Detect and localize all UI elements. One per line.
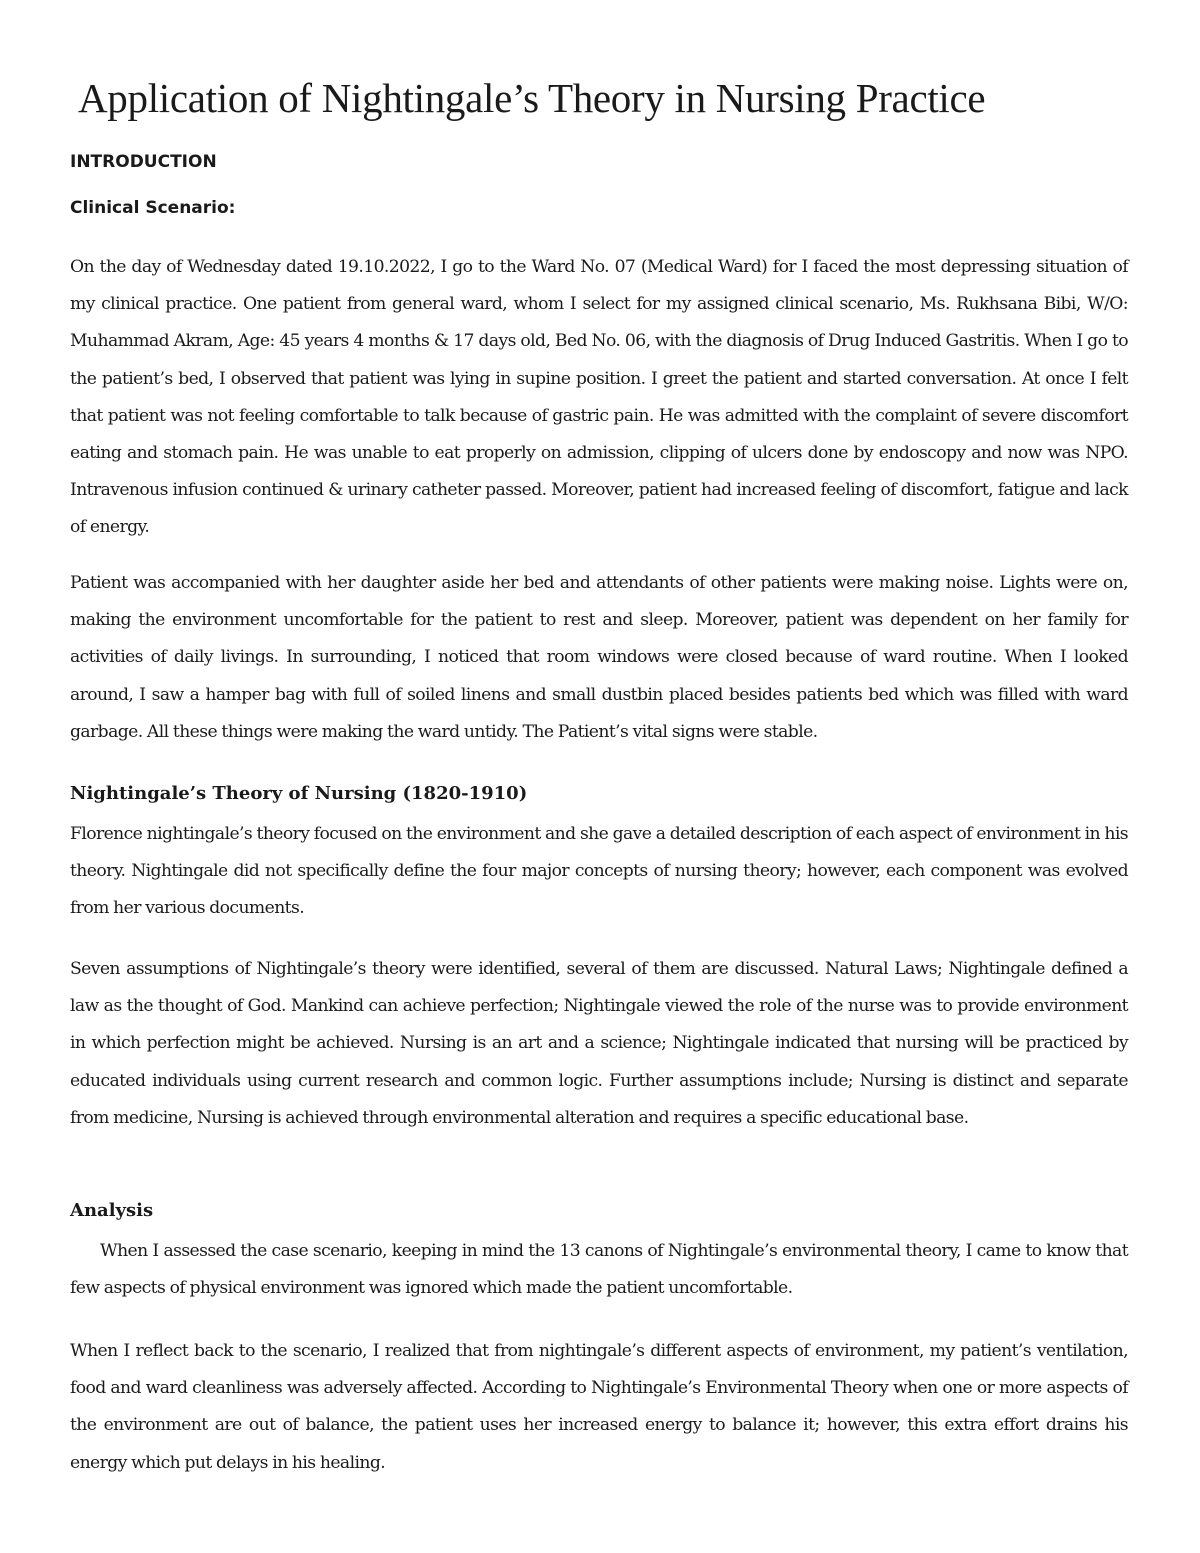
analysis-paragraph-1: When I assessed the case scenario, keeping in mind the 13 canons of Nightingale’s environmental theory, I came to know that few aspects of physical environment was ignored which made the patient uncomfortable. (70, 1241, 1128, 1299)
theory-heading: Nightingale’s Theory of Nursing (1820-1910) (70, 783, 528, 804)
analysis-heading: Analysis (70, 1200, 154, 1221)
clinical-scenario-heading: Clinical Scenario: (70, 198, 236, 218)
theory-paragraph-2: Seven assumptions of Nightingale’s theory were identified, several of them are discussed. Natural Laws; Nightingale defined a law as the thought of God. Mankind can achieve perfection; Nightingale viewed the role of the nurse was to provide environment in which perfection might be achieved. Nursing is an art and a science; Nightingale indicated that nursing will be practiced by educated individuals using current research and common logic. Further assumptions include; Nursing is distinct and separate from medicine, Nursing is achieved through environmental alteration and requires a specific educational base. (70, 959, 1128, 1128)
document-title: Application of Nightingale’s Theory in Nursing Practice (78, 75, 986, 121)
analysis-paragraph-2: When I reflect back to the scenario, I realized that from nightingale’s different aspects of environment, my patient’s ventilation, food and ward cleanliness was adversely affected. According to Nightingale’s Environmental Theory when one or more aspects of the environment are out of balance, the patient uses her increased energy to balance it; however, this extra effort drains his energy which put delays in his healing. (70, 1341, 1128, 1473)
scenario-paragraph-2: Patient was accompanied with her daughter aside her bed and attendants of other patients were making noise. Lights were on, making the environment uncomfortable for the patient to rest and sleep. Moreover, patient was dependent on her family for activities of daily livings. In surrounding, I noticed that room windows were closed because of ward routine. When I looked around, I saw a hamper bag with full of soiled linens and small dustbin placed besides patients bed which was filled with ward garbage. All these things were making the ward untidy. The Patient’s vital signs were stable. (70, 573, 1128, 742)
theory-paragraph-1: Florence nightingale’s theory focused on the environment and she gave a detailed description of each aspect of environment in his theory. Nightingale did not specifically define the four major concepts of nursing theory; however, each component was evolved from her various documents. (70, 824, 1128, 919)
introduction-heading: INTRODUCTION (70, 152, 217, 172)
scenario-paragraph-1: On the day of Wednesday dated 19.10.2022, I go to the Ward No. 07 (Medical Ward) for I faced the most depressing situation of my clinical practice. One patient from general ward, whom I select for my assigned clinical scenario, Ms. Rukhsana Bibi, W/O: Muhammad Akram, Age: 45 years 4 months & 17 days old, Bed No. 06, with the diagnosis of Drug Induced Gastritis. When I go to the patient’s bed, I observed that patient was lying in supine position. I greet the patient and started conversation. At once I felt that patient was not feeling comfortable to talk because of gastric pain. He was admitted with the complaint of severe discomfort eating and stomach pain. He was unable to eat properly on admission, clipping of ulcers done by endoscopy and now was NPO. Intravenous infusion continued & urinary catheter passed. Moreover, patient had increased feeling of discomfort, fatigue and lack of energy. (70, 257, 1128, 538)
